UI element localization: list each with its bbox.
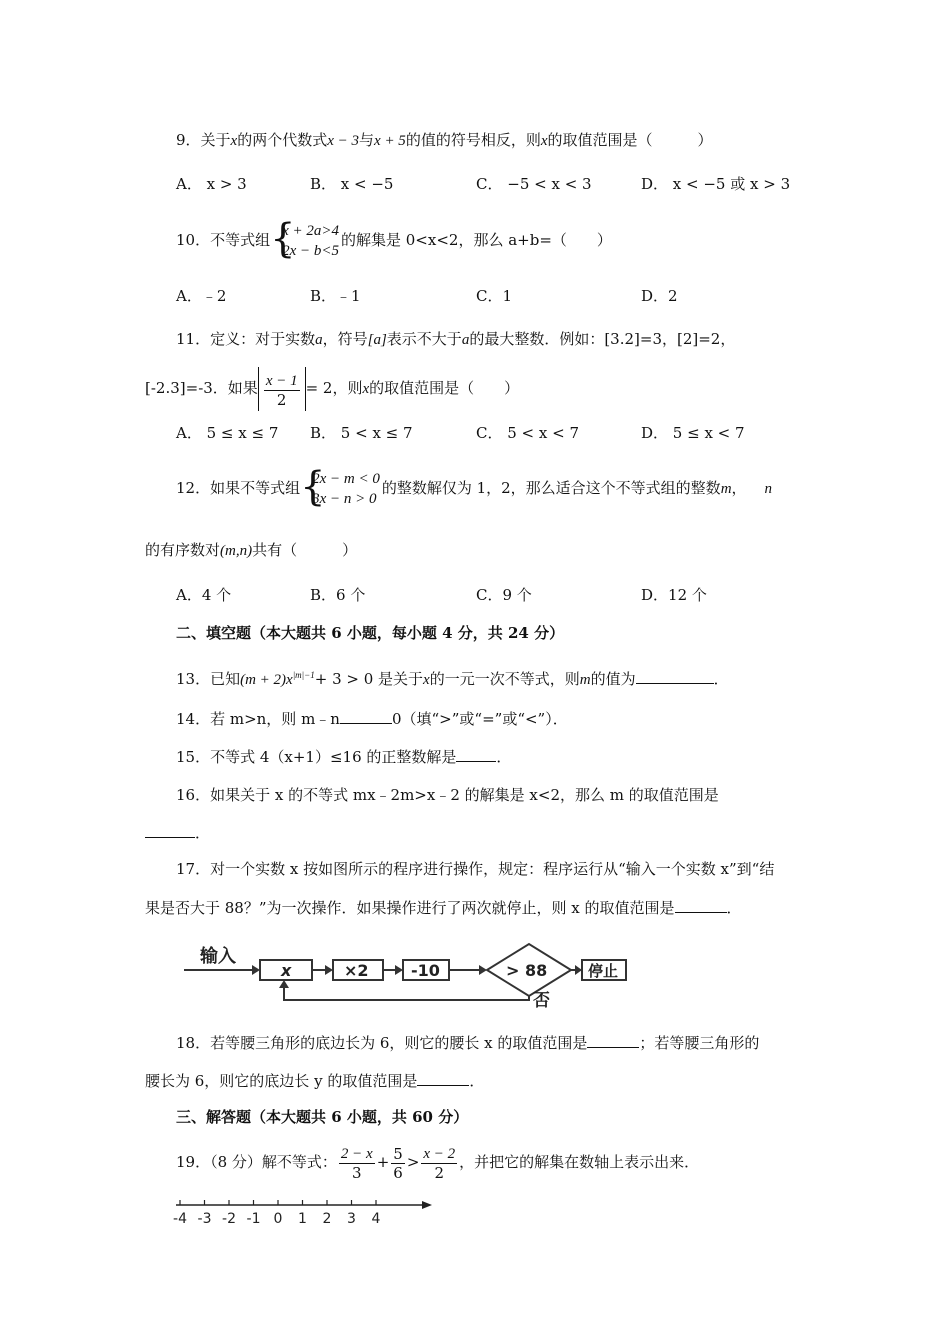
q16-text-a: 16．如果关于 x 的不等式 mx﹣2m>x﹣2 的解集是 x<2，那么 m 的取值范围是 [176,786,719,804]
number-line-tick-label: 2 [322,1211,332,1227]
q12-var-m: m [720,481,732,497]
q19-f2-num: 5 [393,1144,403,1163]
q18-end: ． [469,1072,485,1090]
q12-option-c: C．9 个 [476,586,532,604]
q10-brace: { [270,216,296,262]
number-line-tick-label: -1 [246,1211,261,1227]
flowchart-no-label: 否 [533,991,550,1008]
q11-option-a: A． 5 ≤ x ≤ 7 [176,424,279,442]
q9-expr2: x + 5 [374,133,406,149]
number-line-tick-label: 0 [273,1211,283,1227]
q10-suffix: 的解集是 0<x<2，那么 a+b=（ ） [341,231,612,249]
q13-text-c: 的一元一次不等式，则 [429,670,580,688]
q12-option-b: B．6 个 [310,586,366,604]
q9-option-d: D． x < −5 或 x > 3 [641,175,791,193]
number-line-tick-label: -4 [173,1211,187,1227]
number-line-tick-label: 1 [298,1211,307,1227]
arrowhead-icon [395,965,403,975]
q13-var-x: x [423,672,430,688]
q11-var-a2: a [461,332,470,348]
q13-stem [176,664,729,691]
flowchart-loop-back [284,988,529,1000]
q11-option-d: D． 5 ≤ x < 7 [641,424,745,442]
q19-f1-den: 3 [352,1163,362,1182]
q18-text-b: ；若等腰三角形的 [639,1034,760,1052]
q13-text-a: 13．已知 [176,670,241,688]
q18-answer-blank-2[interactable] [417,1071,469,1086]
q19-text-b: ，并把它的解集在数轴上表示出来． [459,1153,700,1171]
number-line-tick-label: 4 [371,1211,381,1227]
q11-frac-den: 2 [276,390,287,409]
section-2-heading: 二、填空题（本大题共 6 小题，每小题 4 分，共 24 分） [176,624,565,642]
q9-text-d: 的值的符号相反，则 [405,131,541,149]
number-line [170,1196,440,1230]
q11-text-g: 的取值范围是（ ） [369,379,520,397]
flowchart-decision-label: > 88 [506,961,548,980]
q11-option-c: C． 5 < x < 7 [476,424,580,442]
q9-var-x2: x [540,133,548,149]
q17-line2 [145,897,742,919]
q15-stem [176,746,511,768]
q11-text-f: = 2，则 [305,379,363,397]
q18-answer-blank-1[interactable] [587,1033,639,1048]
q19-f3-den: 2 [434,1163,445,1182]
q17-text-a: 果是否大于 88？”为一次操作．如果操作进行了两次就停止，则 x 的取值范围是 [145,899,675,917]
flowchart-input-label: 输入 [200,946,236,967]
q17-answer-blank[interactable] [675,898,727,913]
q11-text-e: [-2.3]=-3．如果 [145,379,258,397]
q11-text-c: 表示不大于 [386,330,462,348]
q13-exponent: |m|−1 [292,670,315,680]
q9-text-e: 的取值范围是（ ） [547,131,713,149]
q16-stem [176,784,719,806]
arrowhead-icon [325,965,333,975]
q9-expr1: x − 3 [327,133,360,149]
q11-var-a: a [315,332,323,348]
q11-line1 [176,328,735,351]
flowchart-box-x-label: x [281,961,292,980]
q9-option-a: A． x > 3 [176,175,247,193]
number-line-tick-label: -2 [222,1211,236,1227]
number-line-arrow-icon [422,1201,432,1209]
q18-line2 [145,1070,484,1092]
q12-option-a: A．4 个 [176,586,232,604]
q13-text-b: + 3 > 0 是关于 [314,670,424,688]
q19-plus: + [376,1153,390,1171]
q19-f3-num: x − 2 [423,1145,456,1162]
q12-row2: 3x − n > 0 [312,491,377,507]
q11-text-b: ，符号 [322,330,368,348]
q9-stem [176,129,713,152]
q16-answer-blank[interactable] [145,823,195,838]
arrowhead-icon [252,965,260,975]
number-line-tick-label: -3 [197,1211,212,1227]
q12-var-n: n [764,481,773,497]
q17-line1: 17．对一个实数 x 按如图所示的程序进行操作，规定：程序运行从“输入一个实数 x”到“结 [176,860,775,878]
q12-text-b: 的有序数对 [145,541,221,559]
flowchart-stop-label: 停止 [588,962,619,980]
arrowhead-icon [279,980,289,988]
q13-expr: (m + 2)x [240,672,293,688]
q19-fraction-2 [391,1145,405,1182]
q19-gt: > [406,1153,420,1171]
q12-row1: 2x − m < 0 [312,471,380,487]
q13-text-d: 的值为 [590,670,636,688]
q19-stem [176,1140,699,1184]
q12-system [300,464,380,510]
q10-stem [176,218,612,262]
q18-text-c: 腰长为 6，则它的底边长 y 的取值范围是 [145,1072,418,1090]
q19-fraction-3 [421,1145,457,1182]
q19-f1-num: 2 − x [340,1145,373,1162]
q10-prefix: 10．不等式组 [176,231,271,249]
q9-option-b: B． x < −5 [310,175,394,193]
q10-option-c: C．1 [476,287,513,305]
q9-var-x: x [230,133,238,149]
q12-suffix: 的整数解仅为 1，2，那么适合这个不等式组的整数 [381,479,721,497]
q12-brace: { [300,464,326,510]
q10-row2: 2x − b<5 [282,243,339,259]
flowchart-box-minus10-label: -10 [411,961,440,980]
q12-option-d: D．12 个 [641,586,707,604]
q10-system [270,216,339,262]
q14-text-b: 0（填“>”或“=”或“<”）． [391,710,568,728]
q9-text-a: 9．关于 [176,131,231,149]
q15-text-a: 15．不等式 4（x+1）≤16 的正整数解是 [176,748,457,766]
q12-prefix: 12．如果不等式组 [176,479,301,497]
q19-f2-den: 6 [393,1163,403,1182]
q11-option-b: B． 5 < x ≤ 7 [310,424,413,442]
q14-stem [176,708,568,730]
q19-fraction-1 [339,1145,375,1182]
q14-text-a: 14．若 m>n，则 m﹣n [176,710,340,728]
q18-text-a: 18．若等腰三角形的底边长为 6，则它的腰长 x 的取值范围是 [176,1034,588,1052]
q10-option-a: A．﹣2 [176,287,227,305]
arrowhead-icon [575,965,582,975]
q17-end: ． [726,899,742,917]
q11-frac-num: x − 1 [265,372,298,389]
q10-option-d: D．2 [641,287,678,305]
q15-answer-blank[interactable] [456,747,496,762]
q11-text-d: 的最大整数．例如：[3.2]=3，[2]=2， [469,330,736,348]
q12-comma: ， [731,479,747,497]
flowchart [180,938,650,1008]
section-3-heading: 三、解答题（本大题共 6 小题，共 60 分） [176,1108,469,1126]
q12-pair: (m,n) [220,543,253,559]
number-line-tick-label: 3 [347,1211,356,1227]
q19-text-a: 19．（8 分）解不等式： [176,1153,337,1171]
q13-end: ． [713,670,729,688]
q10-option-b: B．﹣1 [310,287,361,305]
q13-var-m: m [579,672,591,688]
q11-line2 [145,366,519,411]
q12-text-c: 共有（ ） [252,541,358,559]
q11-floor-bracket [258,367,306,411]
q16-end: ． [195,824,211,842]
q11-fraction [264,372,300,409]
q18-line1 [176,1032,759,1054]
q11-bracket-notation: [a] [367,332,387,348]
q10-row1: x + 2a>4 [282,223,339,239]
flowchart-box-times2-label: ×2 [344,961,369,980]
q9-option-c: C． −5 < x < 3 [476,175,592,193]
q12-line2 [145,539,357,562]
q11-var-x: x [362,381,370,397]
q15-text-b: ． [496,748,512,766]
q11-text-a: 11．定义：对于实数 [176,330,316,348]
q16-line2 [145,822,210,844]
q12-stem [176,466,772,511]
q9-text-b: 的两个代数式 [237,131,328,149]
q9-text-c: 与 [359,131,375,149]
q14-answer-blank[interactable] [340,709,392,724]
q13-answer-blank[interactable] [636,669,714,684]
